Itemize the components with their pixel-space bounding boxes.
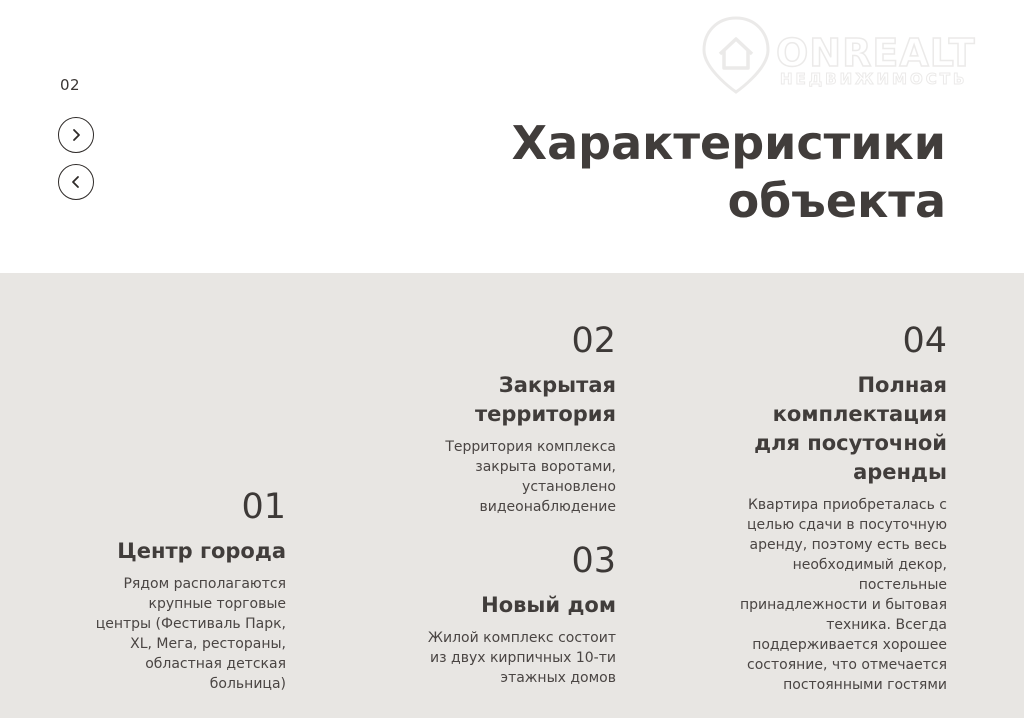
feature-title: Новый дом — [481, 593, 616, 617]
header-section — [0, 0, 1024, 273]
feature-number: 01 — [241, 487, 286, 527]
page-number: 02 — [60, 76, 81, 94]
page-title — [512, 114, 946, 230]
feature-title: Центр города — [117, 539, 286, 563]
feature-city-center — [56, 487, 286, 694]
feature-description: Рядом располагаются крупные торговые центры (Фестиваль Парк, XL, Мега, рестораны, областная детская больница) — [95, 576, 286, 692]
page-title-line-1: Характеристики — [511, 116, 946, 170]
logo-subtitle-text: НЕДВИЖИМОСТЬ — [780, 70, 968, 88]
onrealt-logo — [700, 14, 1000, 94]
feature-description: Территория комплекса закрыта воротами, установлено видеонаблюдение — [445, 439, 616, 515]
feature-title: Полная комплектация для посуточной аренды — [754, 373, 947, 484]
feature-full-furnishing — [707, 321, 947, 695]
feature-description: Квартира приобреталась с целью сдачи в посуточную аренду, поэтому есть весь необходимый декор, постельные принадлежности и бытовая техника. Всегда поддерживается хорошее состояние, что отмечается постоянными гостями — [739, 497, 947, 693]
feature-number: 03 — [571, 541, 616, 581]
next-button[interactable] — [58, 117, 94, 153]
logo-brand-text: ONREALT — [776, 31, 976, 75]
feature-new-house — [386, 541, 616, 688]
chevron-left-icon — [69, 175, 83, 189]
chevron-right-icon — [69, 128, 83, 142]
feature-description: Жилой комплекс состоит из двух кирпичных 10-ти этажных домов — [427, 630, 616, 686]
feature-number: 02 — [571, 321, 616, 361]
feature-number: 04 — [902, 321, 947, 361]
feature-title: Закрытая территория — [474, 373, 616, 426]
feature-closed-territory — [386, 321, 616, 517]
page-title-line-2: объекта — [727, 174, 946, 228]
previous-button[interactable] — [58, 164, 94, 200]
house-pin-icon — [700, 14, 772, 94]
